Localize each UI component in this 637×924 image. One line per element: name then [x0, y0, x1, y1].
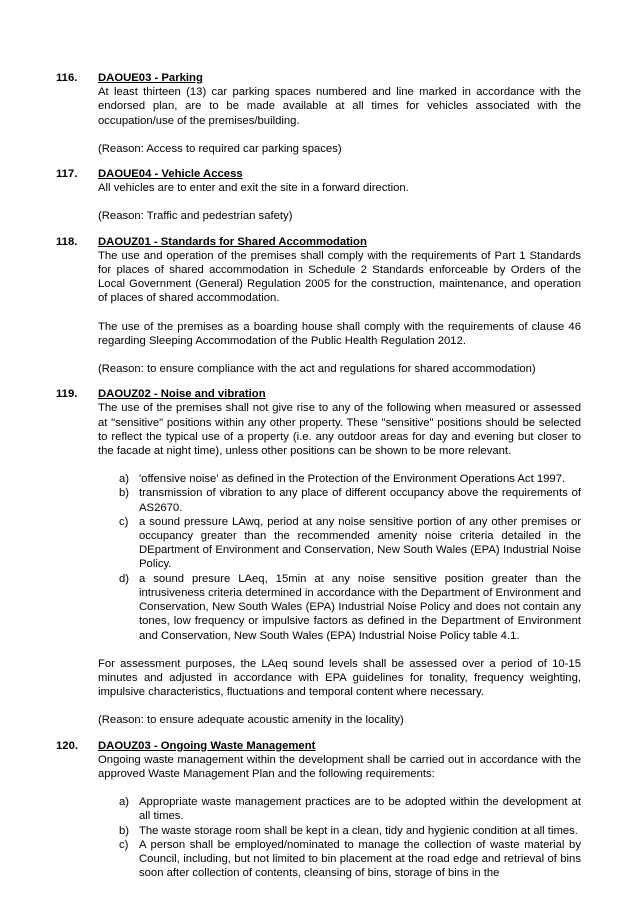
condition-title: DAOUZ02 - Noise and vibration — [98, 388, 266, 401]
paragraph: At least thirteen (13) car parking spaces numbered and line marked in accordance with the endorsed plan, are to be made available at all times for vehicles associated with the occupation/use of the premises/building. — [98, 86, 581, 127]
condition-title: DAOUZ01 - Standards for Shared Accommodation — [98, 235, 367, 248]
condition-117 — [56, 167, 581, 224]
list-item — [119, 472, 581, 486]
condition-120 — [56, 739, 581, 881]
paragraph: Ongoing waste management within the development shall be carried out in accordance with the approved Waste Management Plan and the following requirements: — [98, 753, 581, 780]
paragraph: For assessment purposes, the LAeq sound levels shall be assessed over a period of 10-15 minutes and adjusted in accordance with EPA guidelines for tonality, frequency weighting, impulsive characteristics, fluctuations and temporal content where necessary. — [98, 657, 581, 699]
list-item-label: a) — [119, 796, 130, 809]
list-item — [119, 838, 581, 881]
list-item — [119, 486, 581, 514]
reason-paragraph: (Reason: to ensure compliance with the act and regulations for shared accommodation) — [98, 363, 536, 376]
list-item-label: d) — [119, 572, 130, 585]
list-item-text: a sound presure LAeq, 15min at any noise sensitive position greater than the intrusiveness criteria determined in accordance with the Department of Environment and Conservation, New South Wales (EPA) Industrial Noise Policy and does not contain any tones, low frequency or impulsive factors as defined in the Department of Environment and Conservation, New South Wales (EPA) Industrial Noise Policy table 4.1. — [139, 572, 581, 642]
condition-116 — [56, 71, 581, 156]
paragraph: All vehicles are to enter and exit the site in a forward direction. — [98, 182, 409, 195]
requirement-list — [98, 472, 581, 642]
condition-title: DAOUE04 - Vehicle Access — [98, 168, 243, 181]
list-item-text: The waste storage room shall be kept in a clean, tidy and hygienic condition at all times. — [139, 824, 578, 837]
condition-title: DAOUZ03 - Ongoing Waste Management — [98, 739, 316, 752]
requirement-list — [98, 795, 581, 880]
list-item — [119, 572, 581, 643]
list-item-text: A person shall be employed/nominated to manage the collection of waste material by Council, including, but not limited to bin placement at the road edge and retrieval of bins soon after collection of contents, cleansing of bins, storage of bins in the — [139, 838, 581, 880]
condition-number: 118. — [56, 235, 78, 248]
condition-title: DAOUE03 - Parking — [98, 72, 203, 84]
paragraph: The use of the premises as a boarding house shall comply with the requirements of clause 46 regarding Sleeping Accommodation of the Public Health Regulation 2012. — [98, 320, 581, 347]
paragraph: The use and operation of the premises shall comply with the requirements of Part 1 Standards for places of shared accommodation in Schedule 2 Standards enforceable by Orders of the Local Government (General) Regulation 2005 for the construction, maintenance, and operation of places of shared accommodation. — [98, 249, 581, 305]
reason-paragraph: (Reason: to ensure adequate acoustic amenity in the locality) — [98, 714, 404, 727]
list-item — [119, 795, 581, 823]
reason-paragraph: (Reason: Access to required car parking spaces) — [98, 142, 342, 155]
list-item-label: b) — [119, 824, 130, 837]
list-item-text: transmission of vibration to any place of different occupancy above the requirements of AS2670. — [139, 487, 581, 514]
condition-number: 119. — [56, 388, 78, 401]
condition-number: 117. — [56, 168, 78, 181]
list-item-label: c) — [119, 838, 129, 851]
list-item-text: Appropriate waste management practices are to be adopted within the development at all times. — [139, 796, 581, 823]
list-item — [119, 824, 581, 838]
condition-119 — [56, 387, 581, 727]
list-item-label: a) — [119, 473, 130, 486]
paragraph: The use of the premises shall not give rise to any of the following when measured or assessed at "sensitive" positions within any other property. These "sensitive" positions should be selected to reflect the typical use of a property (i.e. any outdoor areas for day and evening but closer to the facade at night time), unless other positions can be shown to be more relevant. — [98, 402, 581, 458]
list-item — [119, 515, 581, 572]
reason-paragraph: (Reason: Traffic and pedestrian safety) — [98, 210, 293, 223]
list-item-label: c) — [119, 515, 129, 528]
condition-number: 120. — [56, 739, 78, 752]
condition-number: 116. — [56, 72, 78, 84]
list-item-label: b) — [119, 487, 130, 500]
list-item-text: 'offensive noise' as defined in the Protection of the Environment Operations Act 1997. — [139, 473, 566, 486]
list-item-text: a sound pressure LAwq, period at any noise sensitive portion of any other premises or occupancy greater than the recommended amenity noise criteria detailed in the DEpartment of Environment and Conservation, New South Wales (EPA) Industrial Noise Policy. — [139, 515, 581, 571]
condition-118 — [56, 235, 581, 377]
